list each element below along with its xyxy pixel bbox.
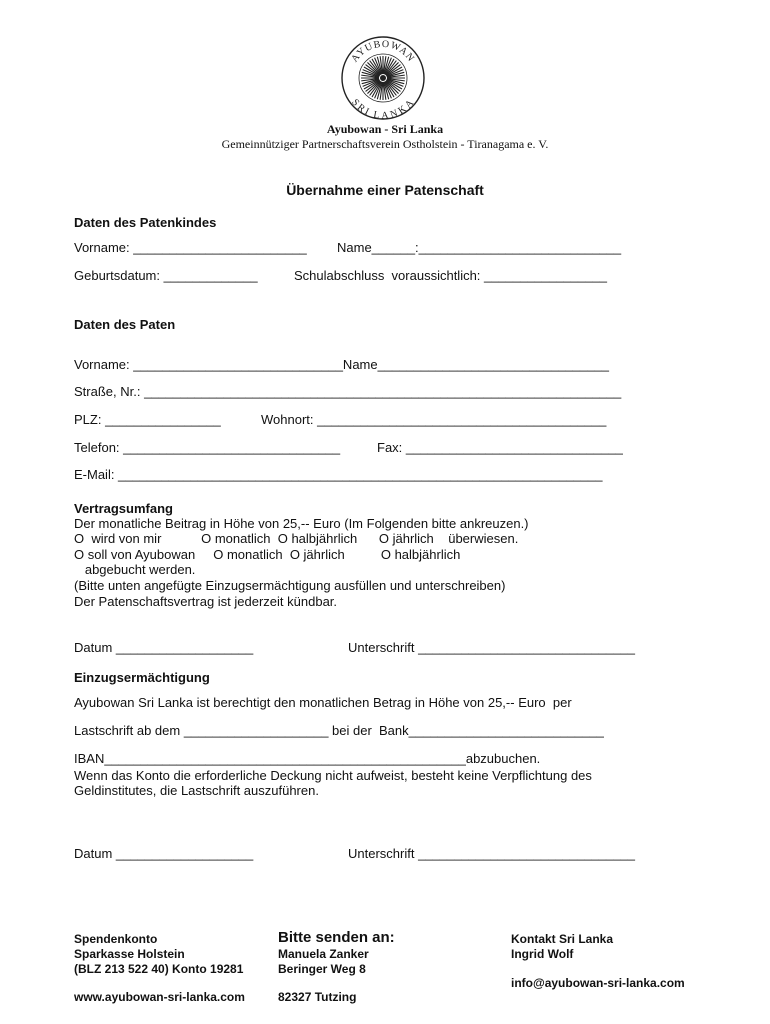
footer-send-city: 82327 Tutzing (278, 990, 357, 1004)
footer-bank-name: Sparkasse Holstein (74, 947, 185, 961)
contract-heading: Vertragsumfang (74, 501, 173, 516)
child-section-heading: Daten des Patenkindes (74, 215, 217, 230)
debit-line-4: Wenn das Konto die erforderliche Deckung nicht aufweist, besteht keine Verpflichtung des (74, 768, 592, 783)
footer-contact-name: Ingrid Wolf (511, 947, 574, 961)
sponsor-plz-field[interactable]: PLZ: ________________ (74, 412, 221, 427)
contract-option-soll-von-ayubowan[interactable]: O soll von Ayubowan O monatlich O jährlich O halbjährlich (74, 547, 461, 562)
sponsor-fax-field[interactable]: Fax: ______________________________ (377, 440, 623, 455)
sponsor-email-field[interactable]: E-Mail: ___________________________________________________________________ (74, 467, 603, 482)
debit-line-5: Geldinstitutes, die Lastschrift auszuführen. (74, 783, 319, 798)
sponsor-strasse-field[interactable]: Straße, Nr.: __________________________________________________________________ (74, 384, 622, 399)
logo-arc-top: AYUBOWAN (349, 38, 417, 65)
contract-line-4: abgebucht werden. (74, 562, 196, 577)
contract-option-wird-von-mir[interactable]: O wird von mir O monatlich O halbjährlich O jährlich überwiesen. (74, 531, 519, 546)
datum-field-1[interactable]: Datum ___________________ (74, 640, 254, 655)
sponsor-section-heading: Daten des Paten (74, 317, 176, 332)
footer-bank-account: (BLZ 213 522 40) Konto 19281 (74, 962, 244, 976)
footer-send-street: Beringer Weg 8 (278, 962, 366, 976)
debit-heading: Einzugsermächtigung (74, 670, 210, 685)
contract-line-1: Der monatliche Beitrag in Höhe von 25,-- Euro (Im Folgenden bitte ankreuzen.) (74, 516, 529, 531)
child-geburtsdatum-field[interactable]: Geburtsdatum: _____________ (74, 268, 258, 283)
debit-iban-field[interactable]: IBAN__________________________________________________abzubuchen. (74, 751, 541, 766)
sponsor-vorname-name-field[interactable]: Vorname: _____________________________Name________________________________ (74, 357, 609, 372)
org-subtitle: Gemeinnütziger Partnerschaftsverein Ostholstein - Tiranagama e. V. (221, 137, 549, 151)
footer-send-name: Manuela Zanker (278, 947, 369, 961)
footer-contact-email-link[interactable]: info@ayubowan-sri-lanka.com (511, 976, 685, 990)
footer-bank-title: Spendenkonto (74, 932, 158, 946)
unterschrift-field-1[interactable]: Unterschrift ______________________________ (348, 640, 635, 655)
datum-field-2[interactable]: Datum ___________________ (74, 846, 254, 861)
contract-line-6: Der Patenschaftsvertrag ist jederzeit kündbar. (74, 594, 338, 609)
ayubowan-logo-icon (338, 35, 428, 121)
unterschrift-field-2[interactable]: Unterschrift ______________________________ (348, 846, 635, 861)
page-title: Übernahme einer Patenschaft (286, 182, 484, 198)
child-schulabschluss-field[interactable]: Schulabschluss voraussichtlich: _________________ (294, 268, 607, 283)
debit-lastschrift-bank-field[interactable]: Lastschrift ab dem ____________________ bei der Bank___________________________ (74, 723, 604, 738)
footer-send-title: Bitte senden an: (278, 929, 395, 946)
org-name: Ayubowan - Sri Lanka (326, 122, 444, 136)
child-vorname-field[interactable]: Vorname: ________________________ (74, 240, 307, 255)
footer-website-link[interactable]: www.ayubowan-sri-lanka.com (74, 990, 245, 1004)
contract-line-5: (Bitte unten angefügte Einzugsermächtigung ausfüllen und unterschreiben) (74, 578, 506, 593)
svg-text:SRI LANKA (349, 97, 416, 121)
child-name-field[interactable]: Name______:____________________________ (337, 240, 622, 255)
sponsor-wohnort-field[interactable]: Wohnort: ________________________________________ (261, 412, 607, 427)
footer-contact-title: Kontakt Sri Lanka (511, 932, 614, 946)
sponsor-telefon-field[interactable]: Telefon: ______________________________ (74, 440, 341, 455)
debit-line-1: Ayubowan Sri Lanka ist berechtigt den monatlichen Betrag in Höhe von 25,-- Euro per (74, 695, 572, 710)
logo-arc-bottom: SRI LANKA (349, 97, 417, 121)
